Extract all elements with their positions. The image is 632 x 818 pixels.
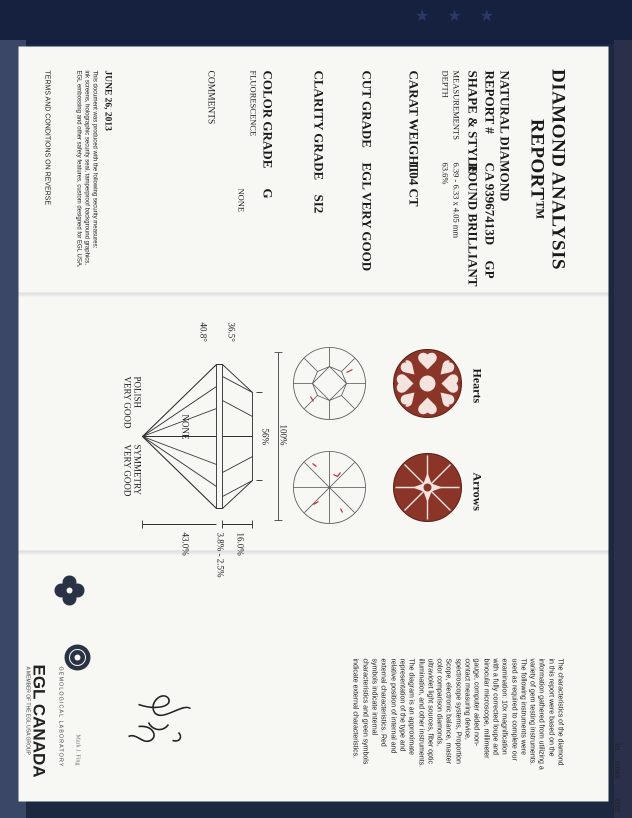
disclaimer-line: symbols indicate internal: [370, 658, 378, 736]
disclaimer-line: illumination, and other instruments.: [417, 658, 425, 768]
carat-weight-value: 1.04 CT: [406, 162, 422, 207]
seal-icon: [65, 645, 91, 671]
signature-name: Mark J. Fing: [74, 734, 81, 766]
security-note-2: ink screens, holographic security seal, tamperproof background graphics,: [83, 70, 90, 265]
fluorescence-label: FLUORESCENCE: [248, 70, 259, 137]
report-title: [527, 47, 569, 293]
diamond-certificate: [19, 47, 609, 802]
disclaimer-line: representation of the type and: [398, 658, 406, 752]
disclaimer-line: ultraviolet light sources, fiber optic: [426, 658, 434, 764]
total-width-label: 100%: [278, 424, 289, 446]
report-number-value: CA 93967413D: [482, 162, 498, 246]
shape-style-value: ROUND BRILLIANT: [465, 162, 481, 287]
disclaimer-line: binocular microscope, millimeter: [482, 658, 490, 759]
report-suffix: GP: [482, 260, 498, 279]
disclaimer-line: information gathered from utilizing a: [537, 658, 545, 770]
color-grade-label: COLOR GRADE: [260, 70, 276, 169]
title-line-1: DIAMOND ANALYSIS: [547, 68, 569, 271]
disclaimer-line: spectroscope systems, Proportion: [454, 658, 462, 764]
clover-logo-icon: [55, 576, 85, 606]
disclaimer-line: characteristics and green symbols: [361, 658, 369, 765]
branding-graphics: [19, 555, 609, 802]
navy-background-top: [0, 0, 632, 44]
arrows-label: Arrows: [470, 472, 485, 511]
pavilion-plot-diagram: [294, 452, 366, 524]
color-grade-value: G: [260, 188, 276, 199]
depth-value: 63.6%: [440, 162, 451, 185]
disclaimer-line: The diagram is an approximate: [407, 658, 415, 755]
disclaimer-line: in this report were based on the: [547, 658, 555, 757]
report-number-label: REPORT #: [482, 70, 498, 134]
disclaimer-line: used as required to complete our: [510, 658, 518, 761]
comments-label: COMMENTS: [205, 70, 216, 125]
measurements-value: 6.39 - 6.33 x 4.05 mm: [451, 162, 462, 239]
terms-link[interactable]: TERMS AND CONDITIONS ON REVERSE: [43, 70, 51, 206]
arrows-view-image: [394, 454, 462, 522]
disclaimer-line: relative position of internal and: [389, 658, 397, 754]
polish-value: VERY GOOD: [122, 376, 133, 429]
fluorescence-value: NONE: [236, 188, 247, 213]
proportions-profile: [143, 365, 263, 529]
cut-grade-label: CUT GRADE: [359, 70, 375, 148]
disclaimer-line: gauge, computer aided non-: [472, 658, 480, 747]
disclaimer-line: The characteristics of the diamond: [556, 658, 564, 766]
edge-fragment-in: in.: [613, 743, 623, 753]
crown-plot-diagram: [294, 348, 366, 420]
natural-diamond-label: NATURAL DIAMOND: [497, 70, 513, 202]
cut-grade-value: EGL VERY GOOD: [359, 162, 375, 272]
crown-height: 16.0%: [235, 532, 246, 556]
symmetry-label: SYMMETRY: [132, 444, 143, 496]
security-note-1: This document was produced with the following security measures:: [91, 70, 98, 249]
depth-label: DEPTH: [440, 70, 451, 98]
girdle-label: NONE: [180, 414, 191, 440]
report-date: JUNE 26, 2013: [102, 70, 113, 131]
disclaimer-line: with a fully corrected loupe and: [491, 658, 499, 755]
diagram-graphics: [19, 297, 609, 551]
right-scan-edge: [614, 40, 632, 818]
hearts-view-image: [394, 350, 462, 418]
edge-fragment-rows: rows: [613, 761, 623, 779]
title-line-2: REPORT™: [526, 118, 548, 220]
disclaimer-line: The following instruments were: [519, 658, 527, 755]
hearts-label: Hearts: [470, 368, 485, 404]
pavilion-depth: 43.0%: [180, 532, 191, 556]
disclaimer-line: Scope, electronic balance, master: [444, 658, 452, 764]
security-note-3: EGL embossing and other safety features, custom designed for EGL USA.: [75, 70, 82, 268]
pavilion-angle: 40.8°: [198, 322, 209, 342]
brand-subtitle: GEMOLOGICAL LABORATORY: [57, 666, 64, 768]
disclaimer-line: external characteristics. Red: [379, 658, 387, 747]
star-pattern-icon: ★★★: [414, 6, 512, 25]
brand-name: EGL CANADA: [29, 664, 49, 778]
disclaimer-line: examination: 10x magnification: [500, 658, 508, 755]
clarity-grade-value: SI2: [311, 194, 327, 214]
signature-mark: [129, 696, 191, 741]
diagram-panel: [19, 297, 609, 578]
table-percent: 56%: [260, 428, 271, 445]
carat-weight-label: CARAT WEIGHT: [406, 70, 422, 175]
crown-angle: 36.5°: [226, 322, 237, 342]
branding-panel: [19, 555, 609, 802]
shape-style-label: SHAPE & STYLE: [465, 70, 481, 174]
symmetry-value: VERY GOOD: [122, 444, 133, 497]
report-panel: [19, 47, 609, 293]
edge-fragment-eter: eter: [613, 799, 623, 813]
brand-tagline: A MEMBER OF THE EGL USA GROUP: [24, 666, 31, 755]
clarity-grade-label: CLARITY GRADE: [311, 70, 327, 181]
measurements-label: MEASUREMENTS: [451, 70, 462, 140]
disclaimer-line: color comparison diamonds,: [435, 658, 443, 747]
disclaimer-line: contact measuring device,: [463, 658, 471, 740]
disclaimer-line: variety of gem testing instruments.: [528, 658, 536, 766]
girdle-thickness: 3.8% - 2.5%: [215, 532, 226, 578]
polish-label: POLISH: [132, 376, 143, 409]
disclaimer-line: indicate external characteristics.: [351, 658, 359, 759]
